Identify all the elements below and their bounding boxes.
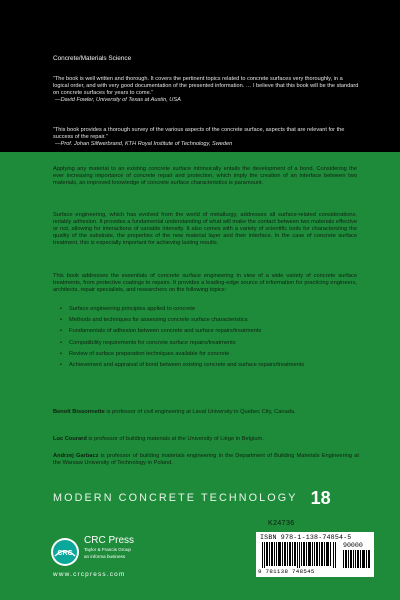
price-barcode-bars xyxy=(343,550,370,568)
author-name: Luc Courard xyxy=(53,436,87,442)
publisher-block xyxy=(84,535,134,560)
price-code: 90000 xyxy=(343,542,363,549)
series-number: 18 xyxy=(310,487,331,508)
review-panel xyxy=(0,0,400,152)
quote-text: “The book is well written and thorough. It covers the pertinent topics related to concrete surfaces very thoroughly, in a logical order, and with very good documentation of the presented information. … I believe that this book will be the standard on concrete surfaces for years to come.” xyxy=(53,76,359,96)
barcode-digits: 9 781138 748545 xyxy=(258,568,315,575)
author-description: is professor of civil engineering at Laval University in Quebec City, Canada. xyxy=(104,409,296,415)
topic-item: • Achievement and appraisal of bond between existing concrete and surface repairs/treatments xyxy=(60,362,360,369)
barcode-bars xyxy=(262,542,336,568)
series-title: MODERN CONCRETE TECHNOLOGY xyxy=(53,492,298,504)
quote-attribution: —Prof. Johan Silfwerbrand, KTH Royal Institute of Technology, Sweden xyxy=(55,141,233,147)
quote-attribution: —David Fowler, University of Texas at Austin, USA xyxy=(55,97,181,103)
barcode xyxy=(256,532,374,577)
publisher-name: CRC Press xyxy=(84,535,135,546)
series-banner xyxy=(53,488,331,508)
author-bio xyxy=(53,409,359,416)
isbn-label: ISBN 978-1-138-74854-5 xyxy=(260,534,352,541)
quote-text: “This book provides a thorough survey of the various aspects of the concrete surface, aspects that are relevant for the success of the repair.” xyxy=(53,127,345,140)
author-bio xyxy=(53,436,359,443)
topic-list xyxy=(60,306,360,373)
publisher-group: Taylor & Francis Group xyxy=(84,547,131,552)
review-quote xyxy=(53,76,359,104)
subject-category: Concrete/Materials Science xyxy=(53,55,132,62)
topic-item: • Methods and techniques for assessing concrete surface characteristics xyxy=(60,317,360,324)
publisher-website[interactable]: www.crcpress.com xyxy=(53,571,126,578)
description-paragraph: Surface engineering, which has evolved from the world of metallurgy, addresses all surface-related considerations, notably adhesion. It provides a fundamental understanding of what will make the contact between two materials effective or not, allowing for interactions of variable intensity. It also comes with a variety of scientific tools for characterizing the quality of the substrate, the properties of the new material layer and their interface. In the case of concrete surface treatment, this is especially important for achieving lasting results. xyxy=(53,212,357,247)
review-quote xyxy=(53,127,359,148)
topic-item: • Review of surface preparation techniques available for concrete xyxy=(60,351,360,358)
product-code: K24736 xyxy=(268,520,295,527)
author-description: is professor of building materials engineering in the Department of Building Materials Engineering at the Warsaw University of Technology in Poland. xyxy=(53,453,359,467)
logo-text: CRC xyxy=(57,550,73,557)
topic-item: • Fundamentals of adhesion between concrete and surface repairs/treatments xyxy=(60,328,360,335)
author-name: Benoît Bissonnette xyxy=(53,409,105,415)
publisher-parent: an informa business xyxy=(84,554,126,559)
description-paragraph: This book addresses the essentials of concrete surface engineering in view of a wide variety of concrete surface treatments, from protective coatings to repairs. It provides a leading-edge source of information for practicing engineers, architects, repair specialists, and researchers on the following topics: xyxy=(53,273,357,294)
description-paragraph: Applying any material to an existing concrete surface intrinsically entails the development of a bond. Considering the ever increasing importance of concrete repair and protection, which imply the creation of an interface between two materials, an improved knowledge of concrete surface characteristics is paramount. xyxy=(53,166,357,187)
topic-item: • Compatibility requirements for concrete surface repairs/treatments xyxy=(60,340,360,347)
author-name: Andrzej Garbacz xyxy=(53,453,99,459)
author-bio xyxy=(53,453,359,467)
topic-item: • Surface engineering principles applied to concrete xyxy=(60,306,360,313)
author-description: is professor of building materials at the University of Liège in Belgium. xyxy=(86,436,264,442)
crc-press-logo xyxy=(50,537,80,567)
